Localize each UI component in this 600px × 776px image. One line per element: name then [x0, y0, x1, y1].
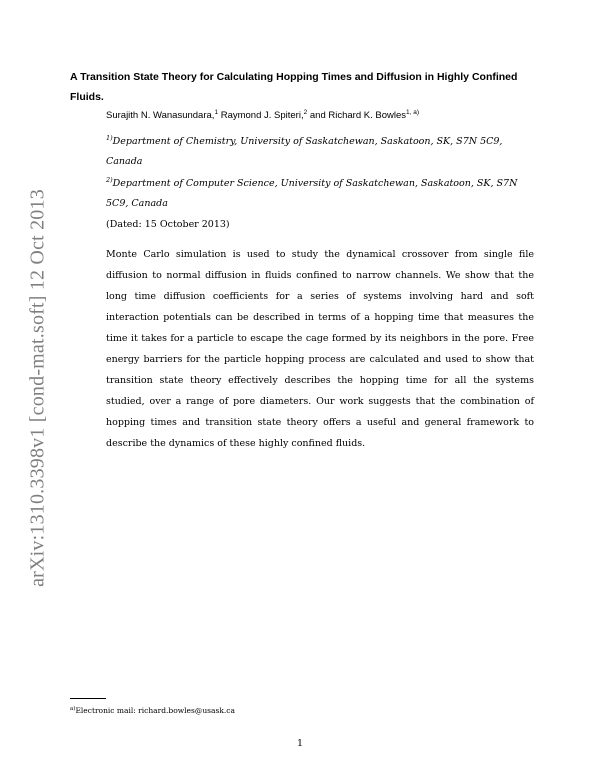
footnote-text: Electronic mail: richard.bowles@usask.ca: [75, 706, 235, 715]
abstract: Monte Carlo simulation is used to study the dynamical crossover from single file diffusion to normal diffusion in fluids confined to narrow channels. We show that the long time diffusion coefficients for a series of systems involving hard and soft interaction potentials can be described in terms of a hopping time that measures the time it takes for a particle to escape the cage formed by its neighbors in the pore. Free energy barriers for the particle hopping process are calculated and used to show that transition state theory effectively describes the hopping time for all the systems studied, over a range of pore diameters. Our work suggests that the combination of hopping times and transition state theory offers a useful and general framework to describe the dynamics of these highly confined fluids.: [106, 249, 534, 449]
footnote-rule: [70, 698, 106, 699]
affiliation-mark: 2): [106, 176, 113, 184]
arxiv-identifier: arXiv:1310.3398v1 [cond-mat.soft] 12 Oct 2013: [26, 189, 49, 587]
author-affiliation-mark: 2: [303, 109, 308, 116]
author-name: Raymond J. Spiteri,: [220, 110, 304, 121]
affiliation-mark: 1): [106, 134, 113, 142]
author-name: and Richard K. Bowles: [309, 110, 406, 121]
author-affiliation-mark: 1, a): [405, 109, 419, 116]
author-name: Surajith N. Wanasundara,: [106, 110, 215, 121]
page-number: 1: [296, 738, 304, 749]
author-list: [106, 110, 546, 121]
footnote: [70, 706, 235, 715]
affiliation-text: Department of Computer Science, University of Saskatchewan, Saskatoon, SK, S7N 5C9, Canada: [106, 178, 518, 209]
author-affiliation-mark: 1: [214, 109, 219, 116]
affiliation: [106, 132, 536, 172]
affiliation: [106, 174, 536, 214]
paper-title: A Transition State Theory for Calculating Hopping Times and Diffusion in Highly Confined Fluids.: [70, 71, 518, 103]
affiliation-text: Department of Chemistry, University of Saskatchewan, Saskatoon, SK, S7N 5C9, Canada: [106, 136, 503, 167]
footnote-mark: a): [70, 706, 76, 712]
dated-line: (Dated: 15 October 2013): [106, 219, 230, 230]
